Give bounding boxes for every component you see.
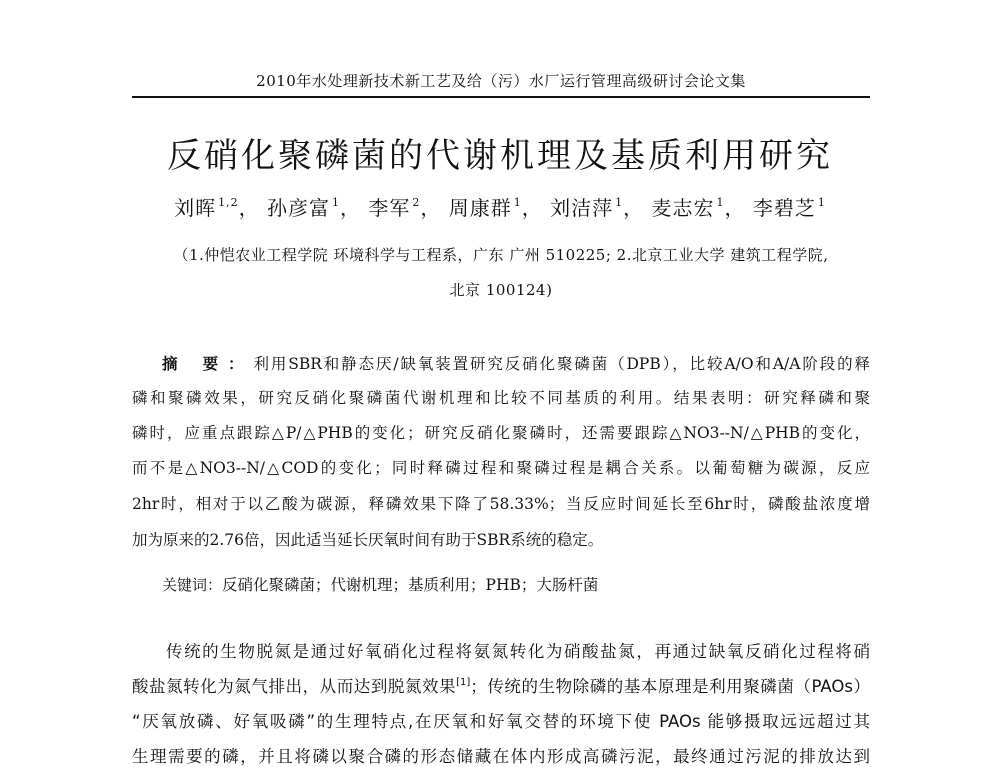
abstract-line: 加为原来的2.76倍，因此适当延长厌氧时间有助于SBR系统的稳定。 xyxy=(132,531,604,549)
header-rule xyxy=(132,96,870,98)
author-name: 刘晖 xyxy=(174,196,217,220)
affiliation-line: （1.仲恺农业工程学院 环境科学与工程系，广东 广州 510225; 2.北京工业大学 建筑工程学院, xyxy=(173,246,829,264)
author-separator: ， xyxy=(623,196,645,220)
author-name: 麦志宏 xyxy=(651,196,715,220)
author-separator: ， xyxy=(420,196,442,220)
abstract-line: 磷时，应重点跟踪△P/△PHB的变化；研究反硝化聚磷时，还需要跟踪△NO3--N/△PHB的变化， xyxy=(132,424,870,442)
author-name: 周康群 xyxy=(448,196,512,220)
abstract-line: 而不是△NO3--N/△COD的变化；同时释磷过程和聚磷过程是耦合关系。以葡萄糖为碳源，反应 xyxy=(132,459,870,477)
body-text: ；传统的生物除磷的基本原理是利用聚磷菌（PAOs） xyxy=(470,677,871,696)
keywords-text: 反硝化聚磷菌；代谢机理；基质利用；PHB；大肠杆菌 xyxy=(222,576,599,594)
author-affiliation-mark: 1 xyxy=(615,196,624,209)
body-line xyxy=(132,673,870,697)
keywords xyxy=(162,573,598,595)
author-name: 刘洁萍 xyxy=(550,196,614,220)
author-affiliation-mark: 1,2 xyxy=(218,196,239,209)
author-name: 李军 xyxy=(368,196,411,220)
body-line: “厌氧放磷、好氧吸磷”的生理特点,在厌氧和好氧交替的环境下使 PAOs 能够摄取远远超过其 xyxy=(132,712,870,731)
running-header: 2010年水处理新技术新工艺及给（污）水厂运行管理高级研讨会论文集 xyxy=(256,72,746,90)
author-list xyxy=(0,192,1000,221)
body-line: 传统的生物脱氮是通过好氧硝化过程将氨氮转化为硝酸盐氮，再通过缺氧反硝化过程将硝 xyxy=(166,642,870,661)
author-separator: ， xyxy=(238,196,260,220)
author-affiliation-mark: 1 xyxy=(513,196,522,209)
author-separator: ， xyxy=(724,196,746,220)
affiliation-line: 北京 100124) xyxy=(449,281,553,299)
abstract-label: 摘 要： xyxy=(162,354,254,373)
abstract-line xyxy=(132,352,870,374)
keywords-label: 关键词： xyxy=(162,576,223,594)
abstract-line: 磷和聚磷效果，研究反硝化聚磷菌代谢机理和比较不同基质的利用。结果表明：研究释磷和聚 xyxy=(132,389,870,407)
body-text: 酸盐氮转化为氮气排出，从而达到脱氮效果 xyxy=(132,677,457,696)
body-line: 生理需要的磷，并且将磷以聚合磷的形态储藏在体内形成高磷污泥，最终通过污泥的排放达到 xyxy=(132,747,870,766)
author-separator: ， xyxy=(340,196,362,220)
author-separator: ， xyxy=(521,196,543,220)
author-affiliation-mark: 1 xyxy=(716,196,725,209)
paper-title: 反硝化聚磷菌的代谢机理及基质利用研究 xyxy=(167,136,833,176)
citation-ref: [1] xyxy=(456,677,471,688)
abstract-text: 利用SBR和静态厌/缺氧装置研究反硝化聚磷菌（DPB），比较A/O和A/A阶段的释 xyxy=(253,355,870,373)
author-name: 李碧芝 xyxy=(752,196,816,220)
author-affiliation-mark: 2 xyxy=(412,196,421,209)
author-affiliation-mark: 1 xyxy=(332,196,341,209)
author-affiliation-mark: 1 xyxy=(817,196,826,209)
abstract-line: 2hr时，相对于以乙酸为碳源，释磷效果下降了58.33%；当反应时间延长至6hr时，磷酸盐浓度增 xyxy=(132,495,870,513)
author-name: 孙彦富 xyxy=(267,196,331,220)
